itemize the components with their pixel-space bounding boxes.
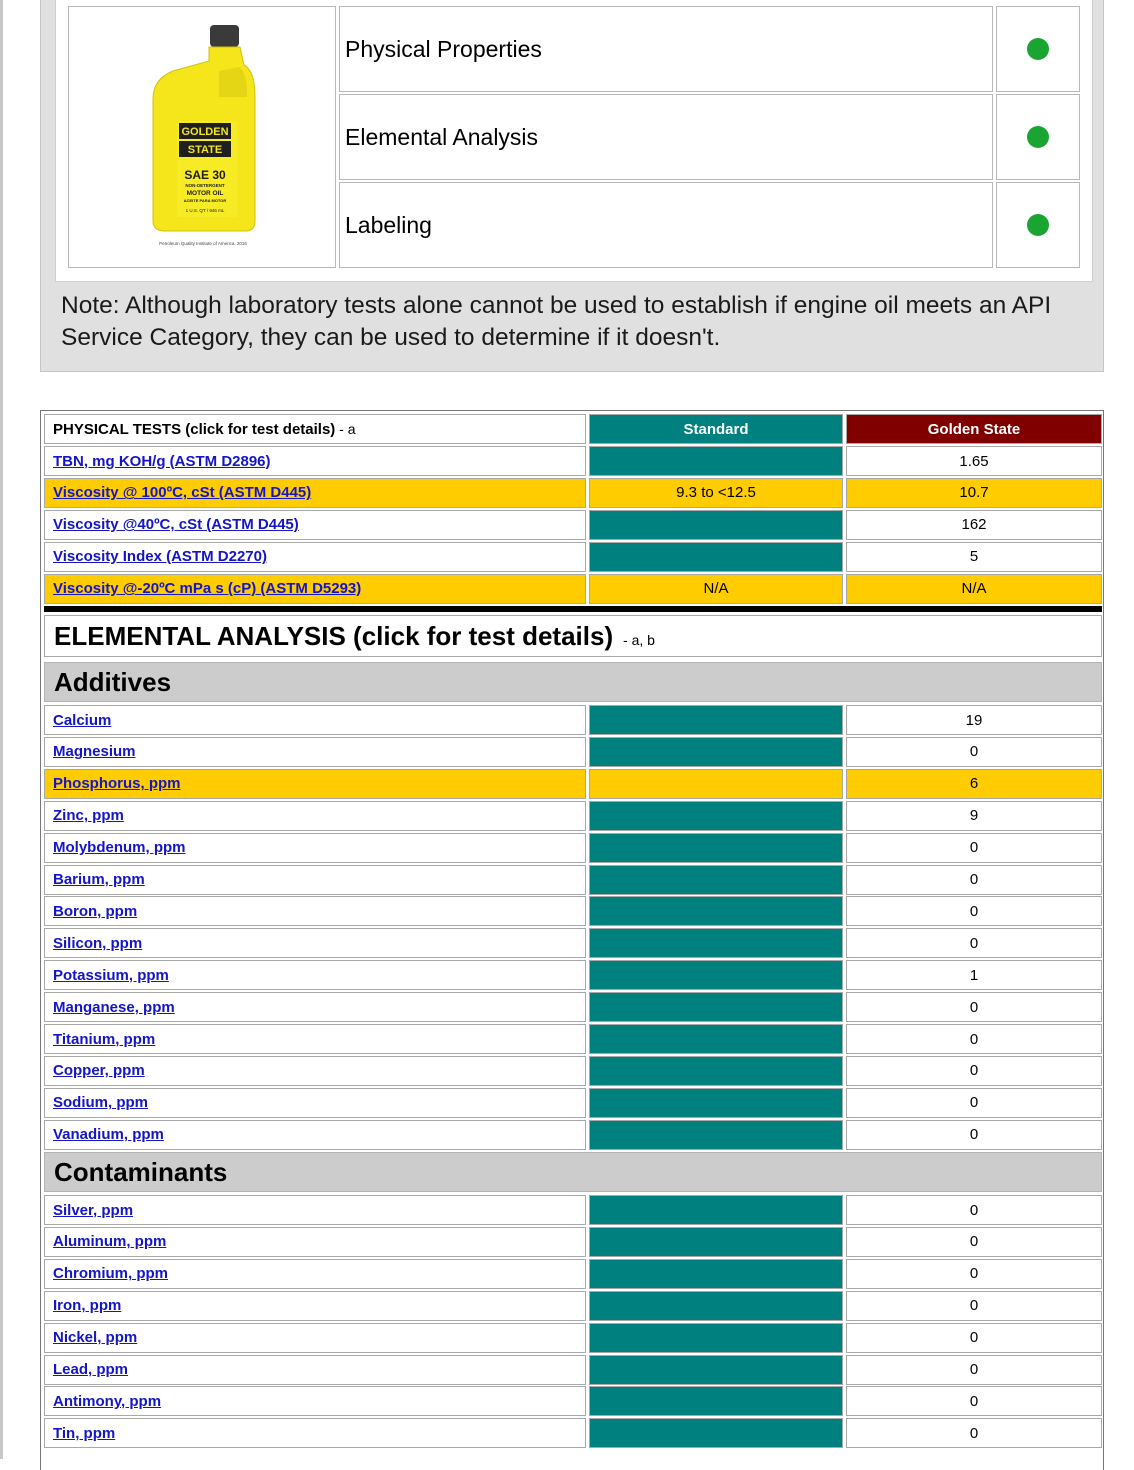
- test-link-aluminum-ppm[interactable]: Aluminum, ppm: [53, 1233, 167, 1251]
- physical-tests-title[interactable]: PHYSICAL TESTS (click for test details): [53, 420, 336, 438]
- bottle-brand-line2: STATE: [187, 144, 223, 156]
- standard-cell: N/A: [589, 574, 843, 604]
- standard-cell: [589, 833, 843, 863]
- result-value-cell: 0: [846, 1056, 1102, 1086]
- test-link-zinc-ppm[interactable]: Zinc, ppm: [53, 807, 124, 825]
- standard-cell: [589, 1355, 843, 1385]
- result-value-cell: N/A: [846, 574, 1102, 604]
- standard-cell: [589, 446, 843, 476]
- standard-cell: [589, 1386, 843, 1416]
- summary-panel: [40, 0, 1104, 372]
- oil-bottle-image: [69, 7, 337, 269]
- test-name-cell: [44, 1386, 586, 1416]
- standard-cell: [589, 769, 843, 799]
- bottle-subtitle3: ACEITE PARA MOTOR: [183, 198, 227, 203]
- contaminants-heading: Contaminants: [44, 1152, 1102, 1192]
- result-value-cell: 6: [846, 769, 1102, 799]
- test-link-viscosity-100-c-cst-astm-d445[interactable]: Viscosity @ 100ºC, cSt (ASTM D445): [53, 484, 312, 502]
- standard-cell: [589, 1195, 843, 1225]
- bottle-volume: 1 U.S. QT / 946 mL: [185, 208, 225, 213]
- summary-label-physical-properties: Physical Properties: [339, 6, 993, 92]
- test-link-titanium-ppm[interactable]: Titanium, ppm: [53, 1030, 156, 1048]
- result-value-cell: 19: [846, 705, 1102, 735]
- standard-cell: [589, 1259, 843, 1289]
- left-page-rule: [0, 0, 3, 1459]
- bottle-subtitle1: NON-DETERGENT: [185, 183, 225, 188]
- test-link-nickel-ppm[interactable]: Nickel, ppm: [53, 1329, 138, 1347]
- test-link-viscosity-20-c-mpa-s-cp-astm-d5293[interactable]: Viscosity @-20ºC mPa s (cP) (ASTM D5293): [53, 580, 362, 598]
- result-value-cell: 9: [846, 801, 1102, 831]
- test-name-cell: [44, 1227, 586, 1257]
- test-name-cell: [44, 446, 586, 476]
- standard-cell: 9.3 to <12.5: [589, 478, 843, 508]
- standard-cell: [589, 1056, 843, 1086]
- test-link-molybdenum-ppm[interactable]: Molybdenum, ppm: [53, 839, 186, 857]
- standard-cell: [589, 960, 843, 990]
- standard-cell: [589, 928, 843, 958]
- standard-cell: [589, 1291, 843, 1321]
- result-value-cell: 0: [846, 737, 1102, 767]
- bottle-subtitle2: MOTOR OIL: [186, 190, 224, 197]
- disclaimer-note: Note: Although laboratory tests alone cannot be used to establish if engine oil meets an API Service Category, they can be used to determine if it doesn't.: [61, 292, 1052, 351]
- summary-label-elemental-analysis: Elemental Analysis: [339, 94, 993, 180]
- pass-status-icon: [1027, 38, 1049, 60]
- test-link-viscosity-index-astm-d2270[interactable]: Viscosity Index (ASTM D2270): [53, 548, 267, 566]
- result-value-cell: 0: [846, 1386, 1102, 1416]
- test-link-barium-ppm[interactable]: Barium, ppm: [53, 871, 145, 888]
- standard-cell: [589, 992, 843, 1022]
- test-name-cell: [44, 1195, 586, 1225]
- elemental-footnote: - a, b: [619, 632, 655, 648]
- test-name-cell: [44, 574, 586, 604]
- result-value-cell: 0: [846, 1323, 1102, 1353]
- result-value-cell: 0: [846, 896, 1102, 926]
- test-link-chromium-ppm[interactable]: Chromium, ppm: [53, 1265, 168, 1283]
- test-link-silver-ppm[interactable]: Silver, ppm: [53, 1201, 134, 1219]
- standard-cell: [589, 737, 843, 767]
- elemental-analysis-heading[interactable]: [44, 615, 1102, 657]
- test-name-cell: [44, 992, 586, 1022]
- test-link-iron-ppm[interactable]: Iron, ppm: [53, 1297, 122, 1315]
- test-name-cell: [44, 865, 586, 895]
- column-header-golden-state: Golden State: [846, 414, 1102, 444]
- additives-heading: Additives: [44, 662, 1102, 702]
- summary-status-labeling: [996, 182, 1080, 268]
- test-link-tin-ppm[interactable]: Tin, ppm: [53, 1424, 116, 1442]
- test-name-cell: [44, 478, 586, 508]
- test-link-magnesium[interactable]: Magnesium: [53, 743, 136, 761]
- standard-cell: [589, 1323, 843, 1353]
- test-link-tbn-mg-koh-g-astm-d2896[interactable]: TBN, mg KOH/g (ASTM D2896): [53, 452, 271, 470]
- standard-cell: [589, 705, 843, 735]
- result-value-cell: 0: [846, 1418, 1102, 1448]
- result-value-cell: 0: [846, 1024, 1102, 1054]
- summary-card: [55, 0, 1093, 282]
- result-value-cell: 1.65: [846, 446, 1102, 476]
- test-link-manganese-ppm[interactable]: Manganese, ppm: [53, 998, 175, 1016]
- result-value-cell: 0: [846, 1195, 1102, 1225]
- result-value-cell: 0: [846, 1355, 1102, 1385]
- physical-footnote: - a: [335, 421, 356, 437]
- result-value-cell: 5: [846, 542, 1102, 572]
- standard-cell: [589, 1418, 843, 1448]
- photo-caption: Petroleum Quality Institute of America, 2016: [159, 241, 247, 246]
- test-name-cell: [44, 1024, 586, 1054]
- test-link-boron-ppm[interactable]: Boron, ppm: [53, 902, 138, 920]
- bottle-grade: SAE 30: [184, 168, 226, 182]
- test-link-vanadium-ppm[interactable]: Vanadium, ppm: [53, 1126, 164, 1144]
- result-value-cell: 0: [846, 1088, 1102, 1118]
- summary-status-physical-properties: [996, 6, 1080, 92]
- physical-tests-heading[interactable]: [44, 414, 586, 444]
- standard-cell: [589, 510, 843, 540]
- test-link-copper-ppm[interactable]: Copper, ppm: [53, 1062, 145, 1080]
- result-value-cell: 0: [846, 928, 1102, 958]
- test-name-cell: [44, 542, 586, 572]
- standard-cell: [589, 1088, 843, 1118]
- standard-cell: [589, 801, 843, 831]
- test-name-cell: [44, 510, 586, 540]
- test-link-silicon-ppm[interactable]: Silicon, ppm: [53, 934, 143, 952]
- standard-cell: [589, 1227, 843, 1257]
- standard-cell: [589, 542, 843, 572]
- pass-status-icon: [1027, 214, 1049, 236]
- test-name-cell: [44, 1088, 586, 1118]
- result-value-cell: 0: [846, 1291, 1102, 1321]
- result-value-cell: 0: [846, 833, 1102, 863]
- result-value-cell: 0: [846, 1120, 1102, 1150]
- result-value-cell: 0: [846, 865, 1102, 895]
- results-table: [40, 410, 1104, 1470]
- test-link-sodium-ppm[interactable]: Sodium, ppm: [53, 1094, 148, 1112]
- elemental-analysis-title[interactable]: ELEMENTAL ANALYSIS (click for test details): [54, 620, 614, 651]
- test-name-cell: [44, 928, 586, 958]
- test-name-cell: [44, 769, 586, 799]
- result-value-cell: 162: [846, 510, 1102, 540]
- standard-cell: [589, 1120, 843, 1150]
- test-name-cell: [44, 1259, 586, 1289]
- test-link-lead-ppm[interactable]: Lead, ppm: [53, 1361, 129, 1378]
- standard-cell: [589, 1024, 843, 1054]
- result-value-cell: 0: [846, 992, 1102, 1022]
- bottle-brand-line1: GOLDEN: [181, 126, 229, 138]
- result-value-cell: 0: [846, 1259, 1102, 1289]
- product-photo: [68, 6, 336, 268]
- test-name-cell: [44, 1120, 586, 1150]
- test-name-cell: [44, 801, 586, 831]
- test-name-cell: [44, 960, 586, 990]
- test-link-phosphorus-ppm[interactable]: Phosphorus, ppm: [53, 775, 181, 793]
- test-link-potassium-ppm[interactable]: Potassium, ppm: [53, 966, 169, 984]
- test-link-calcium[interactable]: Calcium: [53, 711, 112, 729]
- bottle-cap: [210, 25, 239, 47]
- test-name-cell: [44, 1355, 586, 1385]
- test-name-cell: [44, 833, 586, 863]
- test-name-cell: [44, 737, 586, 767]
- summary-status-elemental-analysis: [996, 94, 1080, 180]
- test-name-cell: [44, 1056, 586, 1086]
- standard-cell: [589, 896, 843, 926]
- pass-status-icon: [1027, 126, 1049, 148]
- test-link-antimony-ppm[interactable]: Antimony, ppm: [53, 1392, 162, 1410]
- result-value-cell: 10.7: [846, 478, 1102, 508]
- test-name-cell: [44, 896, 586, 926]
- summary-label-labeling: Labeling: [339, 182, 993, 268]
- column-header-standard: Standard: [589, 414, 843, 444]
- test-link-viscosity-40-c-cst-astm-d445[interactable]: Viscosity @40ºC, cSt (ASTM D445): [53, 516, 299, 534]
- section-divider: [44, 606, 1102, 612]
- test-name-cell: [44, 1291, 586, 1321]
- standard-cell: [589, 865, 843, 895]
- test-name-cell: [44, 1418, 586, 1448]
- result-value-cell: 0: [846, 1227, 1102, 1257]
- test-name-cell: [44, 1323, 586, 1353]
- test-name-cell: [44, 705, 586, 735]
- result-value-cell: 1: [846, 960, 1102, 990]
